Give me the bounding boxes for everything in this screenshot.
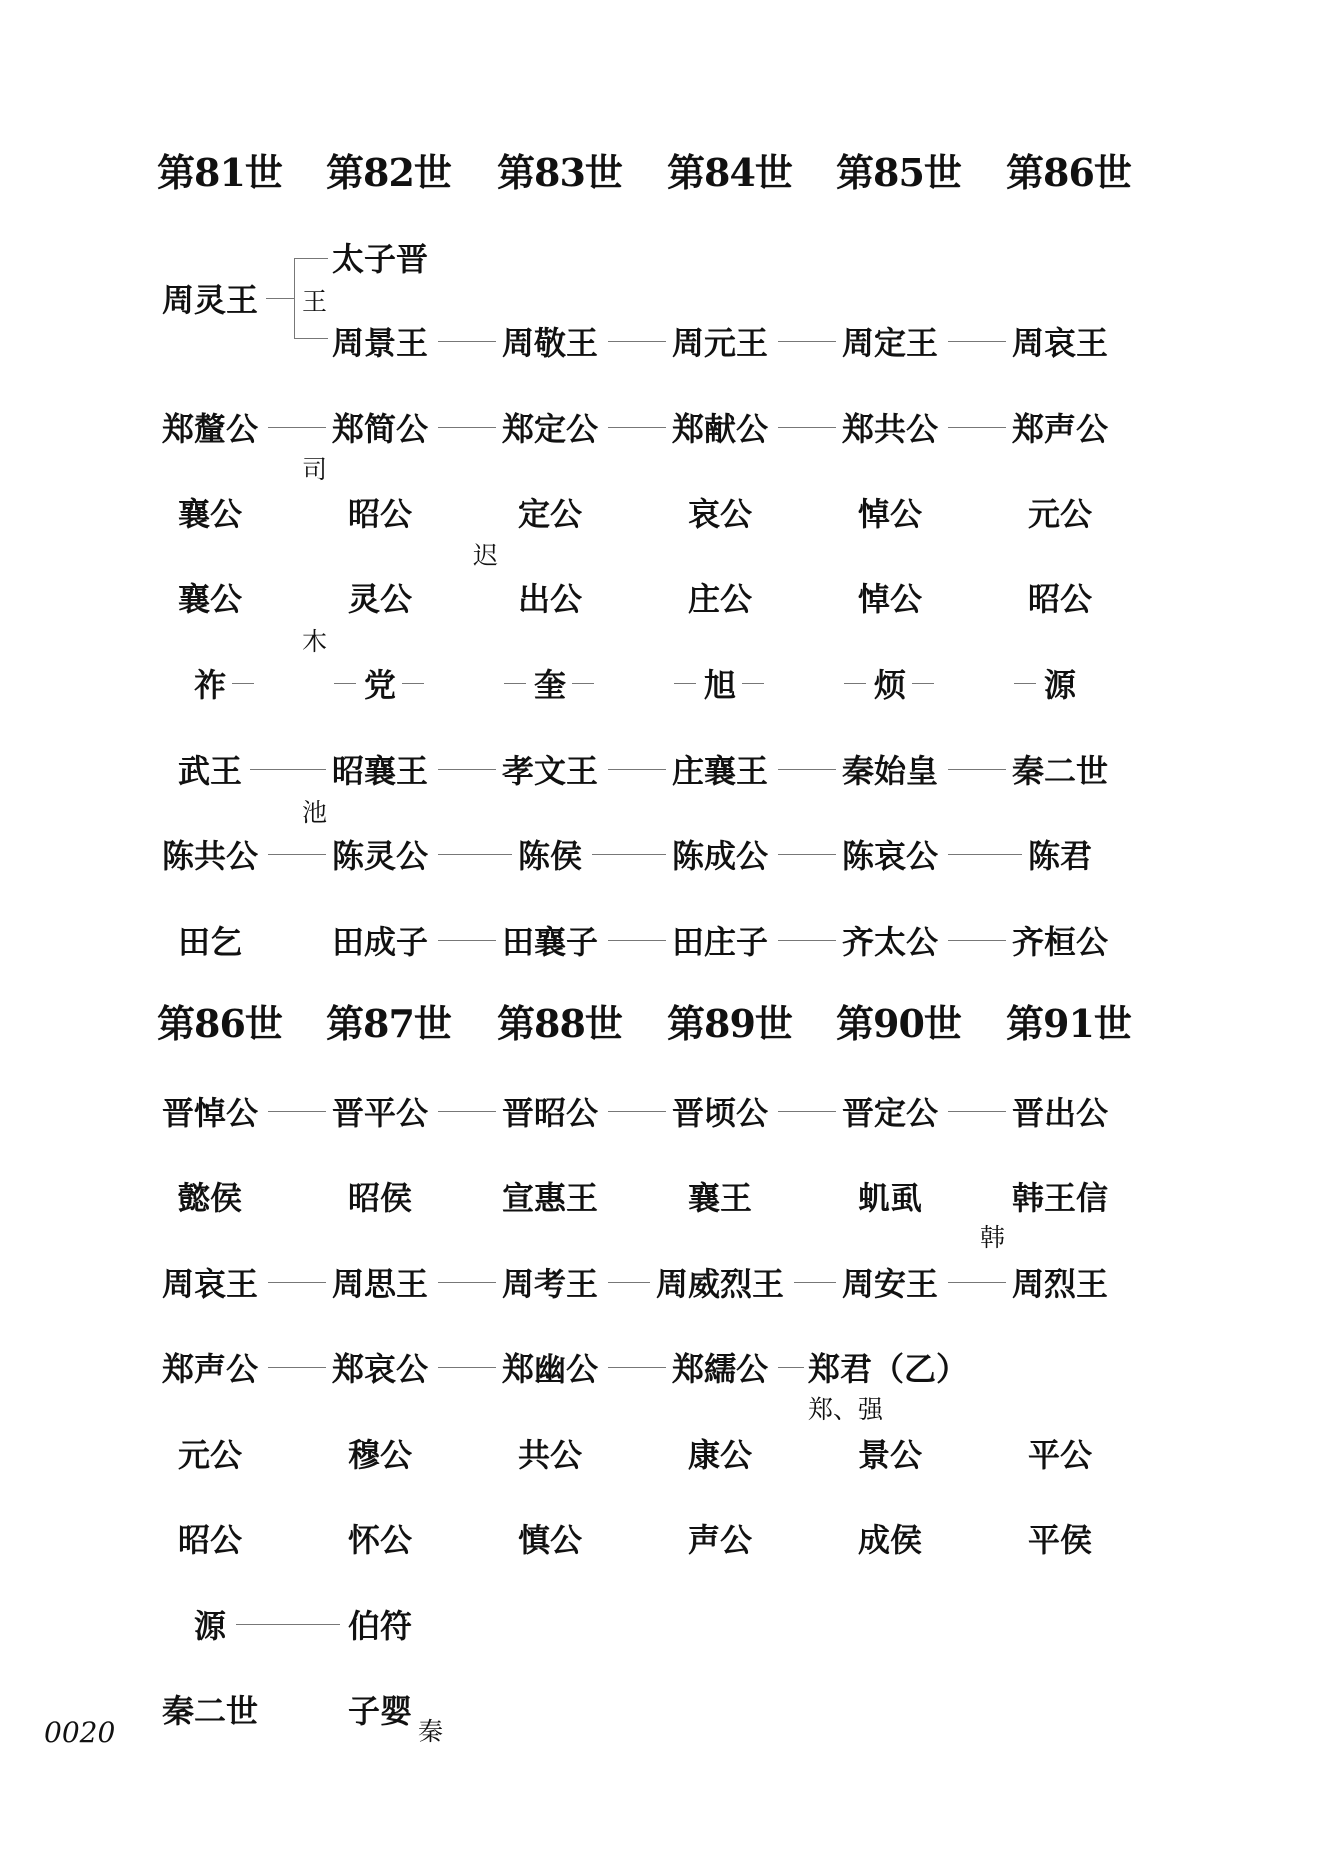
person-name: 晋昭公	[502, 1094, 599, 1132]
connector-line	[294, 338, 328, 339]
generation-header: 第90世	[836, 1001, 961, 1046]
connector-line	[504, 683, 526, 684]
person-name: 成侯	[858, 1521, 923, 1559]
connector-line	[778, 341, 836, 342]
connector-line	[742, 683, 764, 684]
person-name: 周考王	[502, 1265, 599, 1303]
person-name: 宣惠王	[502, 1179, 599, 1217]
connector-line	[674, 683, 696, 684]
person-name: 昭公	[178, 1521, 243, 1559]
connector-line	[592, 854, 666, 855]
connector-line	[268, 427, 326, 428]
person-name: 周思王	[332, 1265, 429, 1303]
person-name: 郑幽公	[502, 1350, 599, 1388]
person-name: 田成子	[332, 923, 429, 961]
person-name: 周敬王	[502, 324, 599, 362]
generation-header: 第86世	[157, 1001, 282, 1046]
person-name: 定公	[518, 495, 583, 533]
connector-line	[438, 1111, 496, 1112]
person-name: 秦二世	[162, 1692, 259, 1730]
person-name: 声公	[688, 1521, 753, 1559]
connector-line	[948, 769, 1006, 770]
person-name: 怀公	[348, 1521, 413, 1559]
connector-line	[608, 940, 666, 941]
person-name: 田襄子	[502, 923, 599, 961]
connector-line	[438, 854, 512, 855]
annotation: 韩	[980, 1223, 1006, 1252]
person-name: 源	[1044, 666, 1077, 704]
person-name: 悼公	[858, 580, 923, 618]
connector-line	[948, 940, 1006, 941]
person-name: 周哀王	[1012, 324, 1109, 362]
person-name: 党	[364, 666, 397, 704]
connector-line	[268, 1111, 326, 1112]
connector-line	[268, 1282, 326, 1283]
person-name: 康公	[688, 1436, 753, 1474]
annotation: 秦	[418, 1717, 444, 1746]
person-name: 周哀王	[162, 1265, 259, 1303]
generation-header: 第85世	[836, 150, 961, 195]
person-name: 出公	[518, 580, 583, 618]
generation-header: 第84世	[667, 150, 792, 195]
annotation: 迟	[473, 541, 499, 570]
connector-line	[266, 298, 294, 299]
person-name: 慎公	[518, 1521, 583, 1559]
person-name: 源	[194, 1607, 227, 1645]
connector-line	[912, 683, 934, 684]
root-person: 周灵王	[162, 281, 259, 319]
connector-line	[438, 769, 496, 770]
person-name: 武王	[178, 752, 243, 790]
person-name: 祚	[194, 666, 227, 704]
person-name: 子婴	[348, 1692, 413, 1730]
person-name: 陈成公	[672, 837, 769, 875]
person-name: 周定王	[842, 324, 939, 362]
connector-line	[844, 683, 866, 684]
connector-line	[402, 683, 424, 684]
person-name: 田庄子	[672, 923, 769, 961]
person-name: 郑简公	[332, 410, 429, 448]
person-name: 景公	[858, 1436, 923, 1474]
person-name: 韩王信	[1012, 1179, 1109, 1217]
person-name: 襄王	[688, 1179, 753, 1217]
person-name: 太子晋	[332, 240, 429, 278]
person-name: 陈灵公	[332, 837, 429, 875]
connector-line	[334, 683, 356, 684]
connector-line	[608, 1367, 666, 1368]
person-name: 周景王	[332, 324, 429, 362]
connector-line	[948, 427, 1006, 428]
connector-line	[778, 1367, 804, 1368]
connector-line	[778, 769, 836, 770]
connector-line	[294, 258, 328, 259]
connector-line	[572, 683, 594, 684]
person-name: 庄襄王	[672, 752, 769, 790]
person-name: 周威烈王	[656, 1265, 785, 1303]
generation-header: 第88世	[497, 1001, 622, 1046]
person-name: 昭公	[348, 495, 413, 533]
person-name: 悼公	[858, 495, 923, 533]
person-name: 郑献公	[672, 410, 769, 448]
person-name: 襄公	[178, 580, 243, 618]
branch-bracket	[294, 258, 295, 338]
connector-line	[438, 341, 496, 342]
person-name: 昭襄王	[332, 752, 429, 790]
connector-line	[438, 1367, 496, 1368]
person-name: 秦二世	[1012, 752, 1109, 790]
person-name: 陈哀公	[842, 837, 939, 875]
connector-line	[250, 769, 326, 770]
person-name: 晋定公	[842, 1094, 939, 1132]
person-name: 穆公	[348, 1436, 413, 1474]
connector-line	[948, 1282, 1006, 1283]
person-name: 旭	[704, 666, 737, 704]
person-name: 周烈王	[1012, 1265, 1109, 1303]
connector-line	[268, 1367, 326, 1368]
person-name: 周元王	[672, 324, 769, 362]
person-name: 虮虱	[858, 1179, 923, 1217]
person-name: 田乞	[178, 923, 243, 961]
connector-line	[236, 1624, 340, 1625]
connector-line	[948, 341, 1006, 342]
page-number: 0020	[44, 1716, 116, 1749]
generation-header: 第81世	[157, 150, 282, 195]
person-name: 周安王	[842, 1265, 939, 1303]
person-name: 晋顷公	[672, 1094, 769, 1132]
connector-line	[778, 427, 836, 428]
generation-header: 第86世	[1006, 150, 1131, 195]
person-name: 郑共公	[842, 410, 939, 448]
person-name: 元公	[178, 1436, 243, 1474]
person-name: 懿侯	[178, 1179, 243, 1217]
person-name: 平侯	[1028, 1521, 1093, 1559]
person-name: 庄公	[688, 580, 753, 618]
person-name: 哀公	[688, 495, 753, 533]
connector-line	[232, 683, 254, 684]
person-name: 郑君（乙）	[808, 1350, 969, 1388]
person-name: 郑声公	[162, 1350, 259, 1388]
connector-line	[608, 769, 666, 770]
person-name: 陈君	[1028, 837, 1093, 875]
connector-line	[438, 940, 496, 941]
connector-line	[438, 427, 496, 428]
generation-header: 第82世	[326, 150, 451, 195]
connector-line	[948, 1111, 1006, 1112]
person-name: 晋悼公	[162, 1094, 259, 1132]
person-name: 秦始皇	[842, 752, 939, 790]
connector-line	[778, 940, 836, 941]
person-name: 昭侯	[348, 1179, 413, 1217]
person-name: 郑定公	[502, 410, 599, 448]
connector-line	[268, 854, 326, 855]
connector-line	[608, 1111, 666, 1112]
person-name: 元公	[1028, 495, 1093, 533]
person-name: 郑釐公	[162, 410, 259, 448]
person-name: 晋出公	[1012, 1094, 1109, 1132]
person-name: 烦	[874, 666, 907, 704]
connector-line	[794, 1282, 836, 1283]
generation-header: 第89世	[667, 1001, 792, 1046]
annotation: 司	[302, 455, 328, 484]
person-name: 郑哀公	[332, 1350, 429, 1388]
connector-line	[608, 427, 666, 428]
person-name: 齐桓公	[1012, 923, 1109, 961]
person-name: 陈共公	[162, 837, 259, 875]
person-name: 襄公	[178, 495, 243, 533]
connector-line	[1014, 683, 1036, 684]
person-name: 齐太公	[842, 923, 939, 961]
annotation: 王	[302, 287, 328, 316]
generation-header: 第83世	[497, 150, 622, 195]
person-name: 郑繻公	[672, 1350, 769, 1388]
generation-header: 第91世	[1006, 1001, 1131, 1046]
person-name: 郑声公	[1012, 410, 1109, 448]
person-name: 共公	[518, 1436, 583, 1474]
person-name: 平公	[1028, 1436, 1093, 1474]
person-name: 陈侯	[518, 837, 583, 875]
person-name: 孝文王	[502, 752, 599, 790]
connector-line	[438, 1282, 496, 1283]
generation-header: 第87世	[326, 1001, 451, 1046]
person-name: 奎	[534, 666, 567, 704]
annotation: 木	[302, 627, 328, 656]
annotation: 池	[302, 798, 328, 827]
person-name: 昭公	[1028, 580, 1093, 618]
person-name: 晋平公	[332, 1094, 429, 1132]
connector-line	[948, 854, 1022, 855]
person-name: 伯符	[348, 1607, 413, 1645]
person-name: 灵公	[348, 580, 413, 618]
connector-line	[608, 1282, 650, 1283]
connector-line	[778, 854, 836, 855]
connector-line	[778, 1111, 836, 1112]
annotation: 郑、强	[808, 1395, 884, 1424]
connector-line	[608, 341, 666, 342]
